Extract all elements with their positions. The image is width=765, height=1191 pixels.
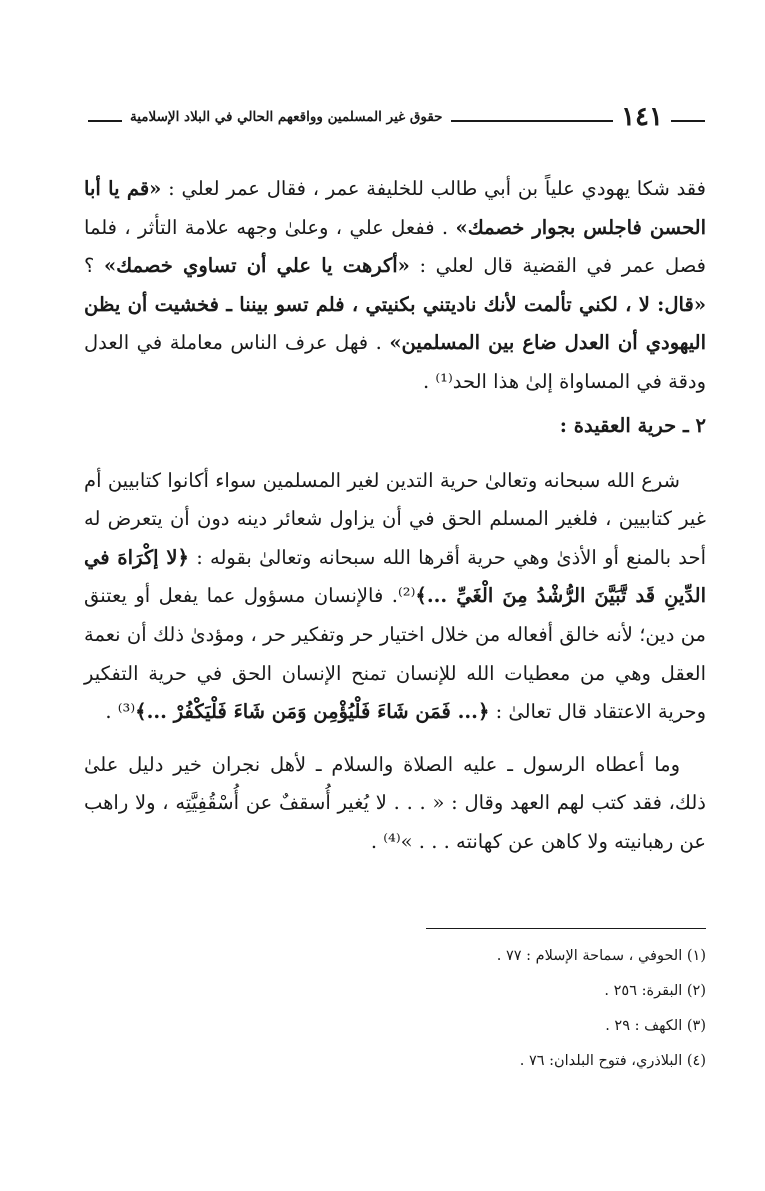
text-run: . فهل عرف الناس معاملة في العدل ودقة في المساواة إلىٰ هذا الحد [84, 331, 706, 393]
paragraph-freedom-of-belief [84, 462, 706, 732]
footnote-ref: ⁽¹⁾ [435, 369, 453, 393]
text-run: . [105, 700, 118, 724]
footnotes [84, 928, 706, 1079]
header-rule-right [671, 120, 705, 122]
quote-bold: «قم يا أبا الحسن فاجلس بجوار خصمك» [84, 177, 707, 239]
page-number: ١٤١ [621, 102, 663, 132]
text-run: . [422, 369, 436, 393]
header-rule-middle [451, 120, 614, 122]
footnote-divider [426, 928, 706, 929]
footnote-1: (١) الحوفي ، سماحة الإسلام : ٧٧ . [496, 948, 706, 964]
paragraph-ali-story [84, 170, 706, 402]
footnote-ref: ⁽⁴⁾ [383, 829, 401, 853]
running-header [88, 100, 705, 134]
section-heading: ٢ ـ حرية العقيدة : [559, 413, 706, 437]
text-run: وما أعطاه الرسول ـ عليه الصلاة والسلام ـ لأهل نجران خير دليل علىٰ ذلك، فقد كتب لهم العهد وقال : « . . . لا يُغير أُسقفٌ عن أُسْقُفِيَّتِه ، ولا راهب عن رهبانيته ولا كاهن عن كهانته . . . » [84, 752, 706, 853]
footnote-2: (٢) البقرة: ٢٥٦ . [604, 983, 706, 999]
text-run: ؟ [84, 254, 104, 278]
running-title: حقوق غير المسلمين وواقعهم الحالي في البلاد الإسلامية [130, 109, 443, 125]
quote-bold: «أكرهت يا علي أن تساوي خصمك» [103, 254, 410, 278]
text-run: . فالإنسان مسؤول عما يفعل أو يعتنق من دين؛ لأنه خالق أفعاله من خلال اختيار حر وتفكير حر ، ومؤدىٰ ذلك أن نعمة العقل وهي من معطيات الله للإنسان تمنح الإنسان الحق في حرية التفكير وحرية الاعتقاد قال تعالىٰ : [84, 584, 706, 724]
text-run: . ففعل علي ، وعلىٰ وجهه علامة التأثر ، فلما فصل عمر في القضية قال لعلي : [84, 215, 706, 278]
text-run: شرع الله سبحانه وتعالىٰ حرية التدين لغير المسلمين سواء أكانوا كتابيين أم غير كتابيين ، فلغير المسلم الحق في أن يزاول شعائر دينه دون أن يتعرض له أحد بالمنع أو الأذىٰ وهي حرية أقرها الله سبحانه وتعالىٰ بقوله : [84, 468, 707, 569]
paragraph-najran [84, 746, 706, 862]
text-run: فقد شكا يهودي علياً بن أبي طالب للخليفة عمر ، فقال عمر لعلي : [161, 177, 706, 200]
text-run: . [370, 829, 384, 853]
quote-bold: «قال: لا ، لكني تألمت لأنك ناديتني بكنيتي ، فلم تسو بيننا ـ فخشيت أن يظن اليهودي أن العدل ضاع بين المسلمين» [84, 292, 706, 355]
footnote-4: (٤) البلاذري، فتوح البلدان: ٧٦ . [519, 1053, 706, 1069]
page-body [84, 170, 706, 862]
quran-verse: ﴿لا إكْرَاهَ في الدِّينِ قَد تَّبَيَّنَ الرُّشْدُ مِنَ الْغَيِّ ...﴾ [84, 545, 706, 608]
header-rule-left [88, 120, 122, 122]
quran-verse: ﴿... فَمَن شَاءَ فَلْيُؤْمِن وَمَن شَاءَ فَلْيَكْفُرْ ...﴾ [135, 700, 490, 724]
footnote-3: (٣) الكهف : ٢٩ . [605, 1018, 706, 1034]
footnote-ref: ⁽²⁾ [397, 584, 416, 608]
footnote-ref: ⁽³⁾ [117, 700, 136, 724]
